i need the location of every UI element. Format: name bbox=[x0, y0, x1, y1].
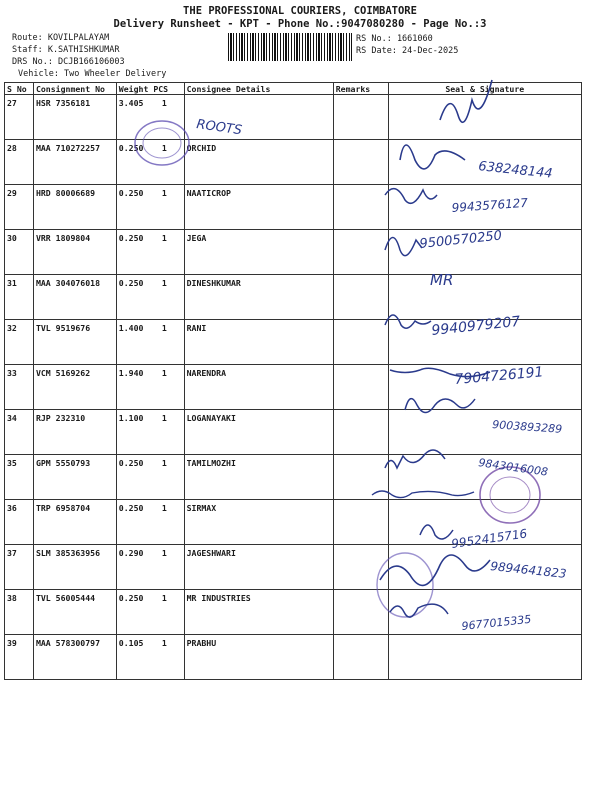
col-remarks: Remarks bbox=[333, 83, 388, 95]
row-sno: 33 bbox=[5, 365, 34, 410]
handwritten-roots: ROOTS bbox=[195, 117, 243, 139]
vehicle-label: Vehicle: Two Wheeler Delivery bbox=[18, 69, 167, 79]
row-consignee: SIRMAX bbox=[184, 500, 333, 545]
table-row bbox=[5, 500, 582, 545]
row-weight: 0.250 bbox=[118, 278, 144, 288]
col-pcs: PCS bbox=[153, 83, 169, 94]
row-sno: 38 bbox=[5, 590, 34, 635]
row-pcs: 1 bbox=[161, 593, 167, 603]
table-row bbox=[5, 635, 582, 680]
row-consignee: JAGESHWARI bbox=[184, 545, 333, 590]
row-remarks bbox=[333, 95, 388, 140]
runsheet-table bbox=[4, 82, 582, 680]
row-weight: 0.290 bbox=[118, 548, 144, 558]
handwritten-phone-37: 9952415716 bbox=[450, 526, 529, 551]
col-seal-signature: Seal & Signature bbox=[388, 83, 581, 95]
row-consignment: HRD 80006689 bbox=[33, 185, 116, 230]
row-weight: 0.250 bbox=[118, 143, 144, 153]
rs-number: RS No.: 1661060 bbox=[356, 34, 433, 44]
row-consignment: MAA 578300797 bbox=[33, 635, 116, 680]
table-row bbox=[5, 230, 582, 275]
row-weight-pcs bbox=[116, 455, 184, 500]
handwritten-phone-29: 9943576127 bbox=[451, 195, 529, 215]
row-sno: 31 bbox=[5, 275, 34, 320]
row-seal-signature bbox=[388, 230, 581, 275]
row-sno: 30 bbox=[5, 230, 34, 275]
row-weight: 1.100 bbox=[118, 413, 144, 423]
row-weight: 1.940 bbox=[118, 368, 144, 378]
table-row bbox=[5, 410, 582, 455]
handwritten-phone-35: 9843016008 bbox=[477, 456, 549, 479]
row-pcs: 1 bbox=[161, 323, 167, 333]
handwritten-phone-34: 9003893289 bbox=[491, 418, 563, 436]
row-sno: 29 bbox=[5, 185, 34, 230]
company-title: THE PROFESSIONAL COURIERS, COIMBATORE bbox=[183, 5, 417, 17]
row-consignee: TAMILMOZHI bbox=[184, 455, 333, 500]
handwritten-phone-32: 9940979207 bbox=[430, 313, 522, 339]
row-sno: 37 bbox=[5, 545, 34, 590]
table-row bbox=[5, 455, 582, 500]
barcode bbox=[228, 33, 352, 61]
table-header-row bbox=[5, 83, 582, 95]
row-consignment: TRP 6958704 bbox=[33, 500, 116, 545]
row-weight: 1.400 bbox=[118, 323, 144, 333]
row-weight-pcs bbox=[116, 410, 184, 455]
route-label: Route: KOVILPALAYAM bbox=[12, 33, 110, 43]
row-remarks bbox=[333, 230, 388, 275]
row-seal-signature bbox=[388, 275, 581, 320]
row-consignee: RANI bbox=[184, 320, 333, 365]
col-weight: Weight bbox=[118, 83, 149, 94]
table-row bbox=[5, 320, 582, 365]
row-remarks bbox=[333, 500, 388, 545]
row-weight-pcs bbox=[116, 320, 184, 365]
handwritten-phone-28: 638248144 bbox=[477, 159, 554, 182]
row-consignee: MR INDUSTRIES bbox=[184, 590, 333, 635]
row-consignment: VCM 5169262 bbox=[33, 365, 116, 410]
row-pcs: 1 bbox=[161, 368, 167, 378]
row-consignment: HSR 7356181 bbox=[33, 95, 116, 140]
row-seal-signature bbox=[388, 500, 581, 545]
col-consignee: Consignee Details bbox=[184, 83, 333, 95]
row-seal-signature bbox=[388, 590, 581, 635]
row-weight-pcs bbox=[116, 500, 184, 545]
row-sno: 34 bbox=[5, 410, 34, 455]
row-weight-pcs bbox=[116, 140, 184, 185]
runsheet-subtitle: Delivery Runsheet - KPT - Phone No.:9047080280 - Page No.:3 bbox=[113, 18, 487, 30]
row-pcs: 1 bbox=[161, 413, 167, 423]
row-pcs: 1 bbox=[161, 143, 167, 153]
row-sno: 35 bbox=[5, 455, 34, 500]
handwritten-phone-39: 9677015335 bbox=[460, 612, 532, 633]
row-pcs: 1 bbox=[161, 98, 167, 108]
row-consignee: NARENDRA bbox=[184, 365, 333, 410]
row-sno: 36 bbox=[5, 500, 34, 545]
row-pcs: 1 bbox=[161, 638, 167, 648]
row-sno: 28 bbox=[5, 140, 34, 185]
handwritten-phone-33: 7904726191 bbox=[453, 364, 545, 388]
table-row bbox=[5, 185, 582, 230]
row-seal-signature bbox=[388, 455, 581, 500]
row-weight: 3.405 bbox=[118, 98, 144, 108]
row-weight: 0.105 bbox=[118, 638, 144, 648]
row-weight-pcs bbox=[116, 185, 184, 230]
col-weight-pcs bbox=[116, 83, 184, 95]
row-remarks bbox=[333, 275, 388, 320]
row-consignment: RJP 232310 bbox=[33, 410, 116, 455]
row-consignee bbox=[184, 95, 333, 140]
row-pcs: 1 bbox=[161, 503, 167, 513]
row-weight: 0.250 bbox=[118, 458, 144, 468]
row-remarks bbox=[333, 185, 388, 230]
row-consignment: TVL 9519676 bbox=[33, 320, 116, 365]
row-seal-signature bbox=[388, 410, 581, 455]
row-consignee: DINESHKUMAR bbox=[184, 275, 333, 320]
row-weight: 0.250 bbox=[118, 233, 144, 243]
rs-date: RS Date: 24-Dec-2025 bbox=[356, 46, 459, 56]
table-row bbox=[5, 590, 582, 635]
row-consignment: VRR 1809804 bbox=[33, 230, 116, 275]
row-seal-signature bbox=[388, 185, 581, 230]
row-sno: 27 bbox=[5, 95, 34, 140]
row-pcs: 1 bbox=[161, 278, 167, 288]
row-seal-signature bbox=[388, 365, 581, 410]
row-consignment: MAA 304076018 bbox=[33, 275, 116, 320]
row-weight: 0.250 bbox=[118, 188, 144, 198]
row-pcs: 1 bbox=[161, 233, 167, 243]
row-remarks bbox=[333, 635, 388, 680]
row-sno: 32 bbox=[5, 320, 34, 365]
table-row bbox=[5, 545, 582, 590]
row-weight-pcs bbox=[116, 230, 184, 275]
row-remarks bbox=[333, 455, 388, 500]
row-weight-pcs bbox=[116, 275, 184, 320]
row-seal-signature bbox=[388, 635, 581, 680]
row-pcs: 1 bbox=[161, 548, 167, 558]
col-consignment: Consignment No bbox=[33, 83, 116, 95]
table-row bbox=[5, 275, 582, 320]
table-row bbox=[5, 365, 582, 410]
handwritten-phone-30: 9500570250 bbox=[418, 228, 503, 252]
handwritten-phone-38: 9894641823 bbox=[489, 559, 568, 581]
row-weight-pcs bbox=[116, 590, 184, 635]
row-weight: 0.250 bbox=[118, 593, 144, 603]
row-seal-signature bbox=[388, 140, 581, 185]
row-consignment: SLM 385363956 bbox=[33, 545, 116, 590]
row-consignment: MAA 710272257 bbox=[33, 140, 116, 185]
row-consignee: ORCHID bbox=[184, 140, 333, 185]
row-consignee: NAATICROP bbox=[184, 185, 333, 230]
row-pcs: 1 bbox=[161, 188, 167, 198]
row-remarks bbox=[333, 410, 388, 455]
row-weight-pcs bbox=[116, 365, 184, 410]
row-weight: 0.250 bbox=[118, 503, 144, 513]
row-seal-signature bbox=[388, 320, 581, 365]
row-remarks bbox=[333, 365, 388, 410]
row-weight-pcs bbox=[116, 545, 184, 590]
row-pcs: 1 bbox=[161, 458, 167, 468]
row-consignee: LOGANAYAKI bbox=[184, 410, 333, 455]
col-sno: S No bbox=[5, 83, 34, 95]
handwritten-mr: MR bbox=[430, 271, 454, 289]
staff-label: Staff: K.SATHISHKUMAR bbox=[12, 45, 120, 55]
row-consignee: JEGA bbox=[184, 230, 333, 275]
row-seal-signature bbox=[388, 95, 581, 140]
table-row bbox=[5, 95, 582, 140]
row-seal-signature bbox=[388, 545, 581, 590]
row-remarks bbox=[333, 590, 388, 635]
row-remarks bbox=[333, 545, 388, 590]
row-weight-pcs bbox=[116, 95, 184, 140]
drs-label: DRS No.: DCJB166106003 bbox=[12, 57, 125, 67]
row-consignment: GPM 5550793 bbox=[33, 455, 116, 500]
row-remarks bbox=[333, 140, 388, 185]
row-sno: 39 bbox=[5, 635, 34, 680]
row-remarks bbox=[333, 320, 388, 365]
row-weight-pcs bbox=[116, 635, 184, 680]
table-row bbox=[5, 140, 582, 185]
row-consignment: TVL 56005444 bbox=[33, 590, 116, 635]
row-consignee: PRABHU bbox=[184, 635, 333, 680]
